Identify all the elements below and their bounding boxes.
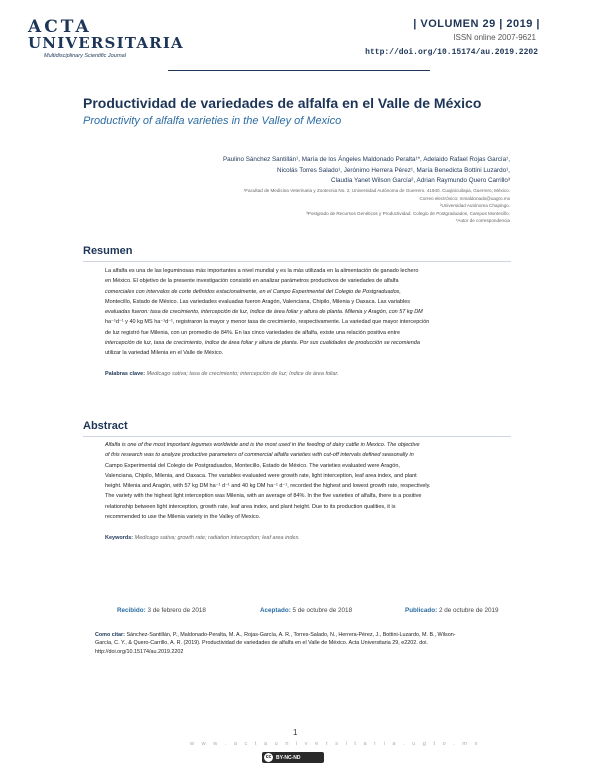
resumen-line: comerciales con intervalos de corte definidos estacionalmente, en el Campo Experimental del Colegio de Postgraduados, [105, 288, 401, 295]
doi-link[interactable]: http://doi.org/10.15174/au.2019.2202 [365, 48, 538, 57]
footer-url[interactable]: w w w . a c t a u n i v e r s i t a r i a . u g t o . m x [190, 741, 481, 747]
resumen-line: utilizar la variedad Milenia en el Valle de México. [105, 350, 224, 357]
resumen-line: en México. El objetivo de la presente investigación consistió en analizar parámetros productivos de variedades de alfalfa [105, 278, 399, 285]
resumen-line: La alfalfa es una de las leguminosas más importantes a nivel mundial y es la más utilizada en la alimentación de ganado lechero [105, 268, 419, 274]
abstract-body [105, 440, 511, 522]
abstract-rule [83, 436, 511, 437]
resumen-line: intercepción de luz, tasa de crecimiento, índice de área foliar y altura de planta. Por sus cualidades de producción se recomienda [105, 340, 420, 347]
logo-universitaria: UNIVERSITARIA [28, 34, 184, 52]
affiliations [70, 187, 510, 225]
resumen-heading: Resumen [83, 245, 133, 257]
journal-logo [28, 17, 184, 59]
author-line: Paulino Sánchez Santillán¹, María de los Ángeles Maldonado Peralta¹*, Adelaido Rafael Rojas García¹, [222, 156, 510, 163]
page-number: 1 [293, 728, 298, 737]
received-value: 3 de febrero de 2018 [147, 607, 206, 614]
palabras-clave [105, 371, 511, 377]
citation-line [95, 631, 520, 639]
resumen-line: Montecillo, Estado de México. Las variedades evaluadas fueron Aragón, Valenciana, Chipilo, Milenia y Oaxaca. Las variables [105, 298, 411, 305]
author-list [70, 155, 510, 187]
palabras-clave-label: Palabras clave: [105, 371, 146, 377]
cc-license-label: BY-NC-ND [276, 754, 301, 761]
logo-acta: ACTA [28, 17, 92, 37]
keywords-label: Keywords: [105, 535, 134, 541]
affiliation-line: *Autor de correspondencia [455, 218, 510, 224]
abstract-line: Alfalfa is one of the most important legumes worldwide and is the most used in the feeding of dairy cattle in Mexico. The objective [105, 442, 420, 448]
keywords [105, 535, 511, 541]
received-label: Recibido: [117, 607, 146, 614]
article-title-english: Productivity of alfalfa varieties in the Valley of Mexico [83, 115, 342, 127]
abstract-line: Valenciana, Chipilo, Milenia, and Oaxaca. The variables evaluated were growth rate, light interception, leaf area index, and plant [105, 472, 417, 479]
palabras-clave-text: Medicago sativa; tasa de crecimiento; intercepción de luz; índice de área foliar. [146, 371, 339, 377]
affiliation-line: ¹Facultad de Medicina Veterinaria y Zootecnia No. 2, Universidad Autónoma de Guerrero. 41940. Cuajinicuilapa, Guerrero, México. [243, 188, 510, 193]
cc-license-badge [262, 752, 324, 763]
citation-block [95, 631, 520, 656]
issn-label: ISSN online 2007-9621 [453, 33, 536, 42]
resumen-line: de luz registró fue Milenia, con un promedio de 84%. En las cinco variedades de alfalfa, existe una relación positiva entre [105, 329, 401, 336]
resumen-body [105, 266, 511, 359]
article-title: Productividad de variedades de alfalfa en el Valle de México [83, 95, 482, 111]
abstract-line: Campo Experimental del Colegio de Postgraduados, Montecillo, Estado de México. The varieties evaluated were Aragón, [105, 462, 400, 469]
accepted-date [260, 607, 352, 614]
accepted-label: Aceptado: [260, 607, 291, 614]
author-line: Claudia Yanet Wilson García², Adrian Raymundo Quero Carrillo³ [331, 177, 510, 184]
accepted-value: 5 de octubre de 2018 [292, 607, 353, 614]
published-date [405, 607, 498, 614]
abstract-line: relationship between light interception, growth rate, leaf area index, and plant height. Due to its production qualities, it is [105, 503, 396, 510]
affiliation-line: ³Postgrado de Recursos Genéticos y Productividad. Colegio de Postgraduados, Campus Montecillo. [306, 210, 510, 216]
header-rule [168, 70, 430, 71]
abstract-line: The variety with the highest light interception was Milenia, with an average of 84%. In the five varieties of alfalfa, there is a positive [105, 493, 422, 500]
abstract-heading: Abstract [83, 420, 128, 432]
citation-doi[interactable]: http://doi.org/10.15174/au.2019.2202 [95, 648, 184, 655]
cc-icon: cc [265, 754, 272, 760]
published-value: 2 de octubre de 2019 [438, 607, 499, 614]
abstract-line: recommended to use the Milenia variety in the Valley of Mexico. [105, 514, 261, 521]
logo-subtitle: Multidisciplinary Scientific Journal [44, 53, 126, 59]
keywords-text: Medicago sativa; growth rate; radiation interception; leaf area index. [134, 535, 300, 541]
published-label: Publicado: [405, 607, 438, 614]
citation-text-1: Sánchez-Santillán, P., Maldonado-Peralta, M. A., Rojas-García, A. R., Torres-Salado, N., Herrera-Pérez, J., Bottini-Luzardo, M. B., Wilson- [126, 632, 456, 638]
resumen-rule [83, 261, 511, 262]
abstract-line: height. Milenia and Aragón, with 57 kg DM ha⁻¹ d⁻¹ and 40 kg DM ha⁻¹ d⁻¹, recorded the highest and lowest growth rate, respectively. [105, 483, 431, 490]
affiliation-line: ²Universidad Autónoma Chapingo. [440, 203, 510, 209]
affiliation-line: Correo electrónico: mmaldonado@uagro.mx [419, 195, 510, 201]
author-line: Nicolás Torres Salado¹, Jerónimo Herrera Pérez¹, María Benedicta Bottini Luzardo¹, [277, 166, 510, 174]
volume-label: | VOLUMEN 29 | 2019 | [413, 18, 540, 30]
citation-line: García, C. Y., & Quero-Carrillo, A. R. (2019). Productividad de variedades de alfalfa en el Valle de México. Acta Universitaria 29, e2202. doi. [95, 640, 428, 647]
received-date [117, 607, 206, 614]
resumen-line: ha⁻¹d⁻¹ y 40 kg MS ha⁻¹d⁻¹, registraron la mayor y menor tasa de crecimiento, respectivamente. La variedad que mayor intercepción [105, 319, 430, 326]
resumen-line: evaluadas fueron: tasa de crecimiento, intercepción de luz, índice de área foliar y altura de planta. Milenia y Aragón, con 57 kg DM [105, 309, 423, 316]
abstract-line: of this research was to analyze productive parameters of commercial alfalfa varieties with cut-off intervals defined seasonally in [105, 452, 414, 459]
citation-label: Como citar: [95, 632, 125, 638]
